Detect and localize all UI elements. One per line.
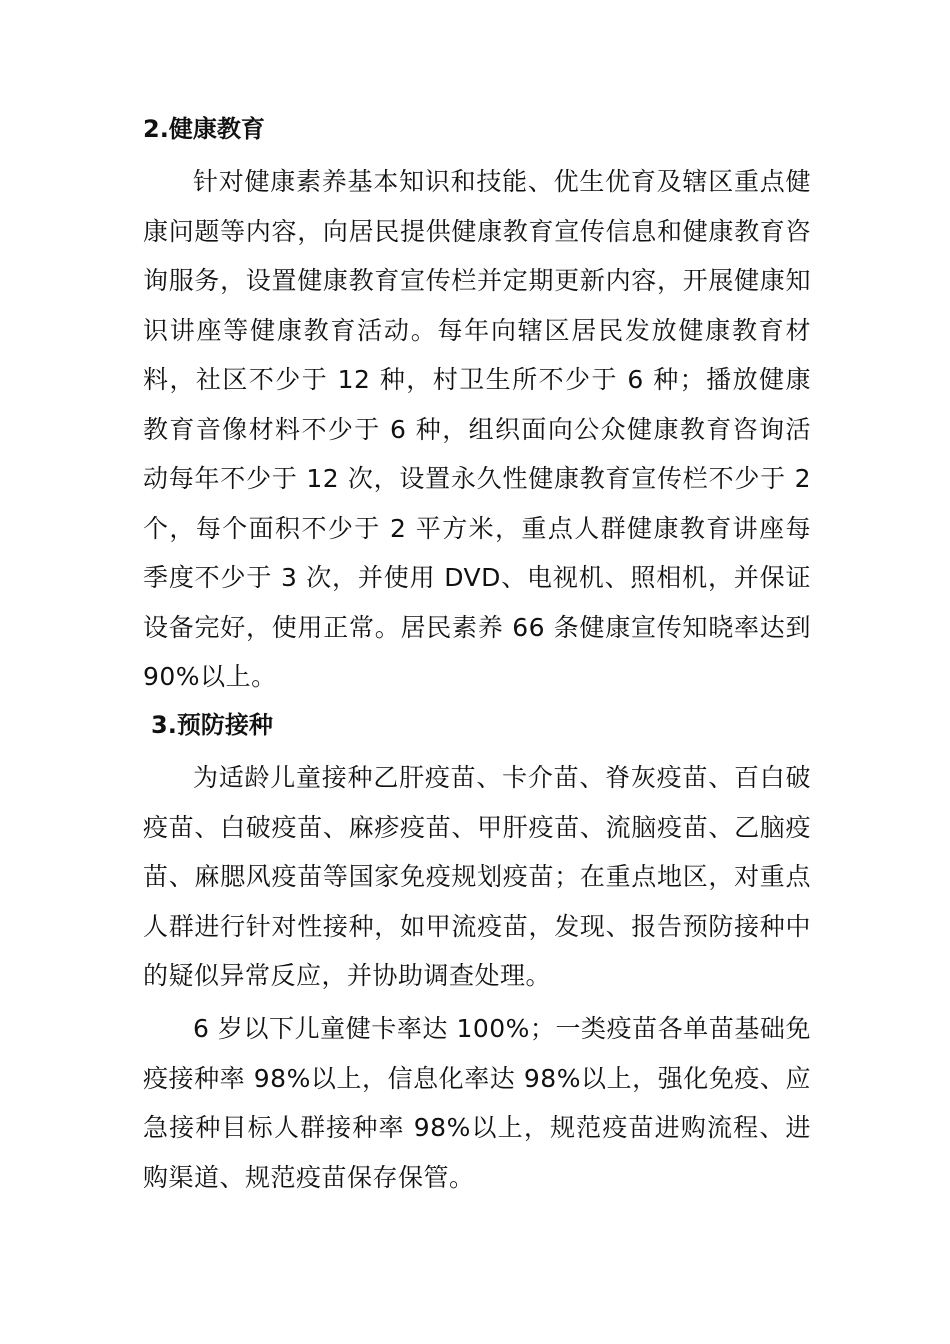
paragraph-vaccination-scope: 为适龄儿童接种乙肝疫苗、卡介苗、脊灰疫苗、百白破疫苗、白破疫苗、麻疹疫苗、甲肝疫苗、流脑疫苗、乙脑疫苗、麻腮风疫苗等国家免疫规划疫苗；在重点地区，对重点人群进行针对性接种，如甲流疫苗，发现、报告预防接种中的疑似异常反应，并协助调查处理。 (143, 763, 811, 990)
section-heading-health-education: 2.健康教育 (143, 115, 265, 143)
paragraph-health-education: 针对健康素养基本知识和技能、优生优育及辖区重点健康问题等内容，向居民提供健康教育宣传信息和健康教育咨询服务，设置健康教育宣传栏并定期更新内容，开展健康知识讲座等健康教育活动。每年向辖区居民发放健康教育材料，社区不少于 12 种，村卫生所不少于 6 种；播放健康教育音像材料不少于 6 种，组织面向公众健康教育咨询活动每年不少于 12 次，设置永久性健康教育宣传栏不少于 2 个，每个面积不少于 2 平方米，重点人群健康教育讲座每季度不少于 3 次，并使用 DVD、电视机、照相机，并保证设备完好，使用正常。居民素养 66 条健康宣传知晓率达到 90%以上。 (143, 167, 811, 691)
section-heading-vaccination: 3.预防接种 (151, 711, 273, 739)
paragraph-vaccination-targets: 6 岁以下儿童健卡率达 100%；一类疫苗各单苗基础免疫接种率 98%以上，信息化率达 98%以上，强化免疫、应急接种目标人群接种率 98%以上，规范疫苗进购流程、进购渠道、规范疫苗保存保管。 (143, 1014, 811, 1192)
